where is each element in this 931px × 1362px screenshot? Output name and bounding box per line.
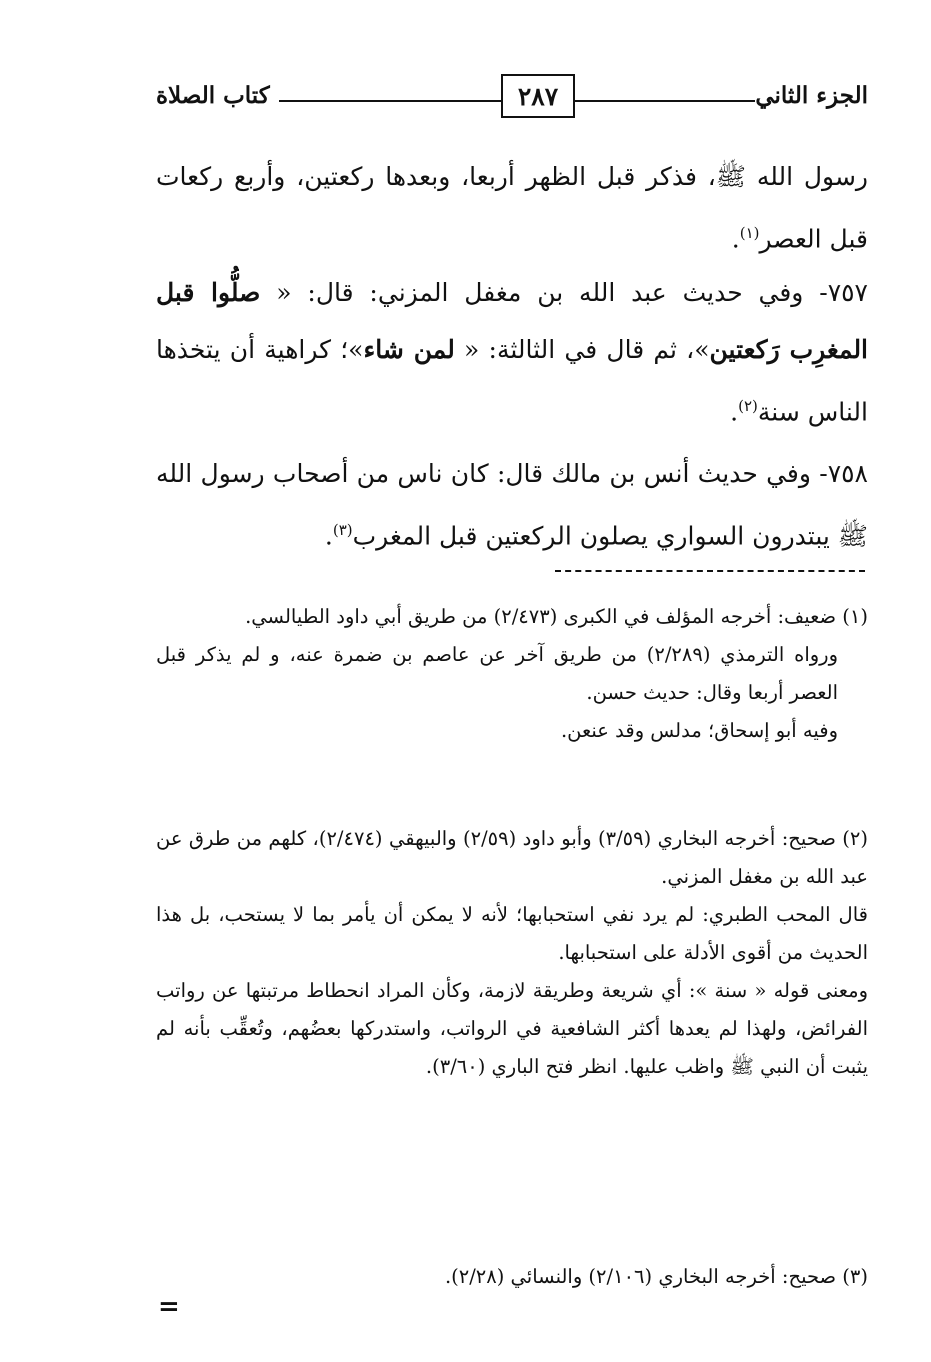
hadith-757 [156,264,868,440]
footnote-ref-2: (٢) [738,397,758,415]
footnote-1-line-2: ورواه الترمذي (٢/٢٨٩) من طريق آخر عن عاصم بن ضمرة عنه، و لم يذكر قبل العصر أربعا وقال: حديث حسن. [156,643,839,704]
header-rule-right [575,100,755,102]
hadith-758-text: ٧٥٨- وفي حديث أنس بن مالك قال: كان ناس من أصحاب رسول الله ﷺ يبتدرون السواري يصلون الركعتين قبل المغرب [156,459,868,551]
footnote-3 [156,1258,868,1296]
hadith-757-quote-2: لمن شاء [363,335,455,364]
footnote-2-line-2: قال المحب الطبري: لم يرد نفي استحبابها؛ لأنه لا يمكن أن يأمر بما لا يستحب، بل هذا الحديث من أقوى الأدلة على استحبابها. [156,903,868,964]
volume-title: الجزء الثاني [755,82,868,109]
paragraph-1-end: . [731,224,740,254]
paragraph-1-text: رسول الله ﷺ، فذكر قبل الظهر أربعا، وبعدها ركعتين، وأربع ركعات قبل العصر [156,162,868,254]
footnote-1-line-1: (١) ضعيف: أخرجه المؤلف في الكبرى (٢/٤٧٣) من طريق أبي داود الطيالسي. [245,605,868,628]
page-end-mark: = [158,1292,180,1322]
paragraph-1 [156,148,868,267]
hadith-757-stop: . [730,397,739,427]
page-number: ٢٨٧ [501,74,575,118]
footnote-separator [555,570,865,572]
hadith-757-intro: ٧٥٧- وفي حديث عبد الله بن مغفل المزني: قال: « [276,278,868,307]
chapter-title: كتاب الصلاة [156,82,270,109]
footnote-2-line-1: (٢) صحيح: أخرجه البخاري (٣/٥٩) وأبو داود (٢/٥٩) والبيهقي (٢/٤٧٤)، كلهم من طرق عن عبد الله بن مغفل المزني. [156,827,868,888]
footnote-1 [156,598,868,750]
footnote-ref-1: (١) [739,224,760,242]
hadith-758-stop: . [324,521,333,551]
footnote-1-line-3: وفيه أبو إسحاق؛ مدلس وقد عنعن. [560,719,838,742]
hadith-757-mid: »، ثم قال في الثالثة: « [464,335,710,364]
hadith-758 [156,445,868,564]
hadith-757-quote: صلُّوا قبل المغرِب رَكعتين [156,278,869,364]
footnote-2 [156,820,868,1086]
hadith-757-end: »؛ كراهية أن يتخذها الناس سنة [156,335,868,427]
page-header [156,74,868,124]
footnote-ref-3: (٣) [332,521,353,539]
footnote-2-line-3: ومعنى قوله « سنة »: أي شريعة وطريقة لازمة، وكأن المراد انحطاط مرتبتها عن رواتب الفرائض، ولهذا لم يعدها أكثر الشافعية في الرواتب، واستدركها بعضُهم، وتُعقِّب بأنه لم يثبت أن النبي ﷺ واظب عليها. انظر فتح الباري (٣/٦٠). [156,979,868,1078]
footnote-3-line-1: (٣) صحيح: أخرجه البخاري (٢/١٠٦) والنسائي (٢/٢٨). [444,1265,868,1288]
